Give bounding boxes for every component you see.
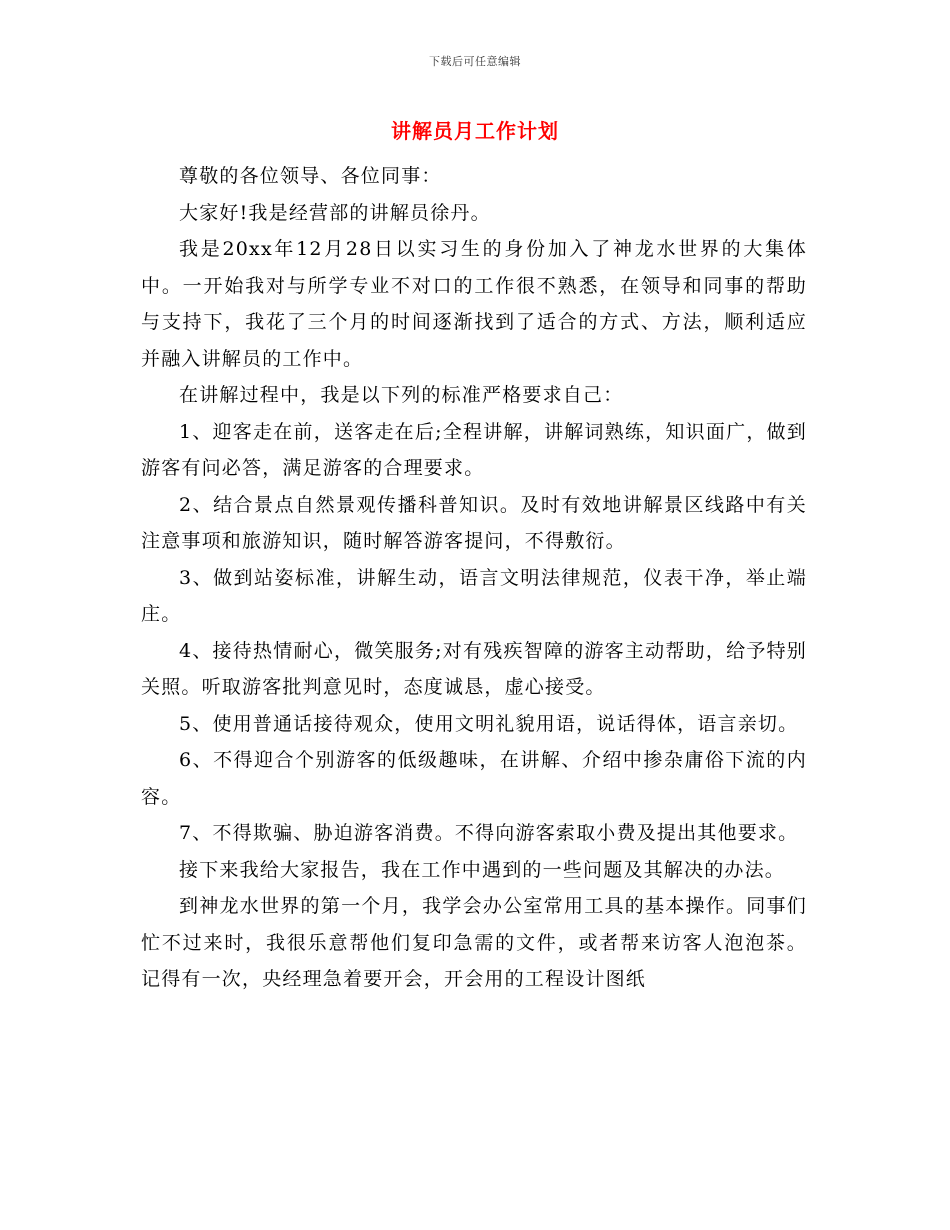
standard-item-3: 3、做到站姿标准，讲解生动，语言文明法律规范，仪表干净，举止端庄。 <box>141 566 807 625</box>
standard-item-5: 5、使用普通话接待观众，使用文明礼貌用语，说话得体，语言亲切。 <box>179 712 799 735</box>
standard-item-6: 6、不得迎合个别游客的低级趣味，在讲解、介绍中掺杂庸俗下流的内容。 <box>141 749 807 808</box>
standards-intro: 在讲解过程中，我是以下列的标准严格要求自己： <box>179 384 624 406</box>
standard-item-1: 1、迎客走在前，送客走在后;全程讲解，讲解词熟练，知识面广，做到游客有问必答，满足游客的合理要求。 <box>141 420 807 479</box>
salutation: 尊敬的各位领导、各位同事： <box>179 165 442 187</box>
first-month-paragraph: 到神龙水世界的第一个月，我学会办公室常用工具的基本操作。同事们忙不过来时，我很乐意帮他们复印急需的文件，或者帮来访客人泡泡茶。记得有一次，央经理急着要开会，开会用的工程设计图纸 <box>141 895 807 990</box>
report-intro: 接下来我给大家报告，我在工作中遇到的一些问题及其解决的办法。 <box>179 858 786 881</box>
standard-item-2: 2、结合景点自然景观传播科普知识。及时有效地讲解景区线路中有关注意事项和旅游知识，随时解答游客提问，不得敷衍。 <box>141 493 807 552</box>
intro-paragraph: 我是20xx年12月28日以实习生的身份加入了神龙水世界的大集体中。一开始我对与所学专业不对口的工作很不熟悉，在领导和同事的帮助与支持下，我花了三个月的时间逐渐找到了适合的方式、方法，顺利适应并融入讲解员的工作中。 <box>141 238 807 370</box>
standard-item-4: 4、接待热情耐心，微笑服务;对有残疾智障的游客主动帮助，给予特别关照。听取游客批判意见时，态度诚恳，虚心接受。 <box>141 639 807 698</box>
document-title: 讲解员月工作计划 <box>391 119 559 143</box>
standard-item-7: 7、不得欺骗、胁迫游客消费。不得向游客索取小费及提出其他要求。 <box>179 822 799 844</box>
document-body <box>141 158 807 998</box>
header-note: 下载后可任意编辑 <box>429 55 521 68</box>
greeting: 大家好!我是经营部的讲解员徐丹。 <box>179 201 491 224</box>
